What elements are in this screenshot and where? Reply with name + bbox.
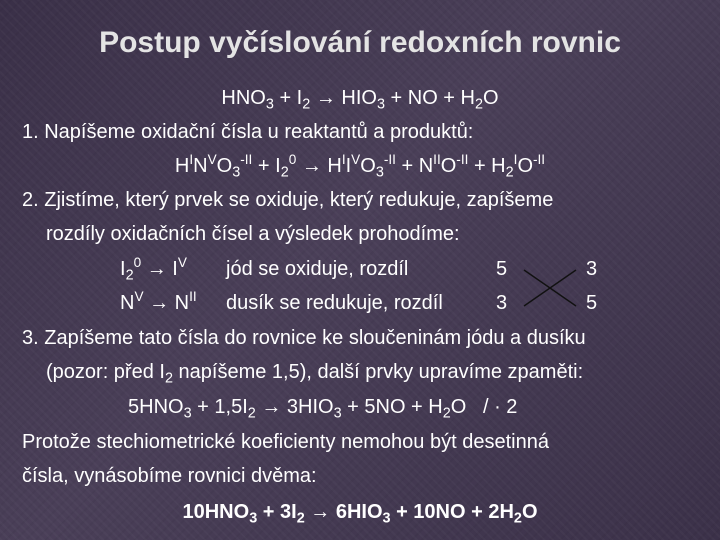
step-3-line-1: 3. Zapíšeme tato čísla do rovnice ke sloučeninám jódu a dusíku	[22, 327, 586, 349]
iodine-swapped: 3	[586, 258, 598, 280]
note-line-2: čísla, vynásobíme rovnici dvěma:	[22, 465, 317, 487]
slide-title: Postup vyčíslování redoxních rovnic	[99, 26, 621, 59]
initial-equation: $HNO_3 + I_2 \to HIO_3$ + NO + $H_2O$	[221, 87, 499, 113]
swap-cross-icon	[520, 264, 580, 312]
nitrogen-swapped: 5	[586, 292, 598, 314]
iodine-description: jód se oxiduje, rozdíl	[226, 258, 409, 280]
note-line-1: Protože stechiometrické koeficienty nemohou být desetinná	[22, 431, 549, 453]
iodine-difference: 5	[496, 258, 508, 280]
step-2-line-2: rozdíly oxidačních čísel a výsledek prohodíme:	[46, 223, 460, 245]
iodine-change: $I_2^0 \to I^V$	[120, 254, 187, 284]
nitrogen-change: $N^V \to N^{II}$	[120, 288, 197, 314]
final-equation: $10HNO_3 + 3I_2 \to 6HIO_3 + 10NO + 2H_2O$	[182, 501, 538, 527]
step-2-line-1: 2. Zjistíme, který prvek se oxiduje, který redukuje, zapíšeme	[22, 189, 554, 211]
nitrogen-description: dusík se redukuje, rozdíl	[226, 292, 443, 314]
nitrogen-difference: 3	[496, 292, 508, 314]
oxidation-numbers-equation: $H^IN^VO_3^{-II} + I_2^0 \to H^II^VO_3^{-II} + N^{II}O^{-II} + H_2^IO^{-II}$	[174, 151, 546, 181]
intermediate-equation: $5HNO_3 + 1,5I_2 \to 3HIO_3 + 5NO + H_2O$ / · 2	[128, 396, 518, 422]
step-3-line-2: (pozor: před $I_2$ napíšeme 1,5), další prvky upravíme zpaměti:	[46, 361, 584, 387]
step-1: 1. Napíšeme oxidační čísla u reaktantů a produktů:	[22, 121, 474, 143]
